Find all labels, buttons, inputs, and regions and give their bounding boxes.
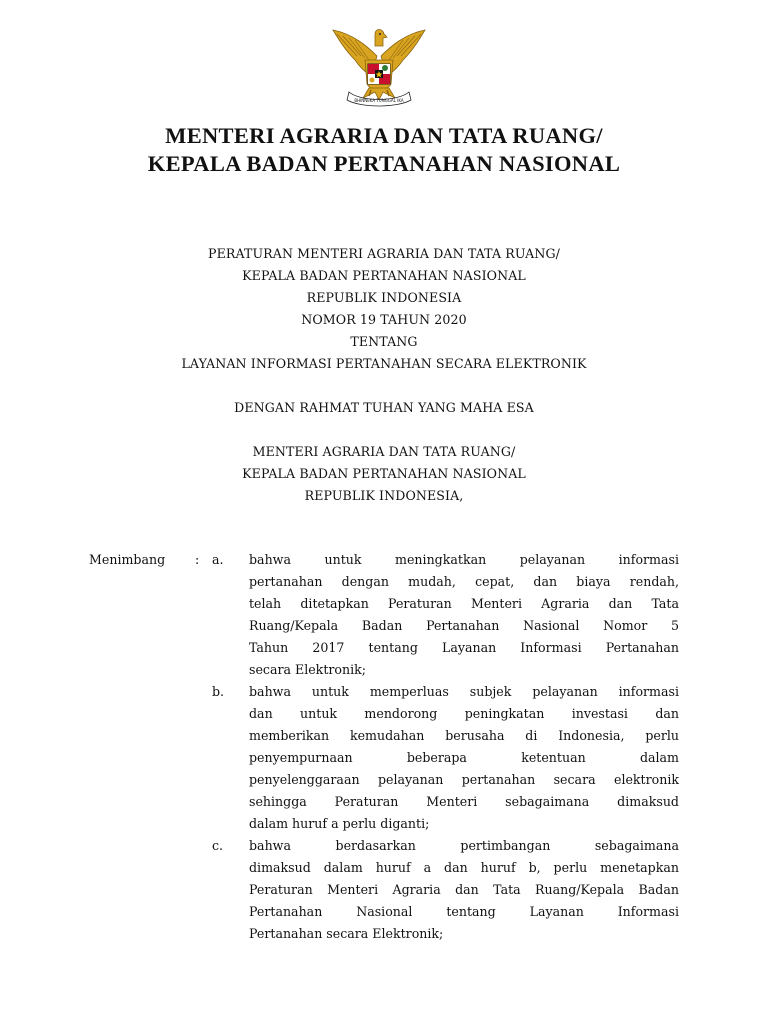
- authority-line2: KEPALA BADAN PERTANAHAN NASIONAL: [242, 466, 526, 481]
- considering-item-line: dan untuk mendorong peningkatan investasi dan: [249, 706, 679, 721]
- emblem-motto: BHINNEKA TUNGGAL IKA: [354, 98, 404, 103]
- considering-item-line: bahwa berdasarkan pertimbangan sebagaimana: [249, 838, 679, 853]
- considering-item-line: penyelenggaraan pelayanan pertanahan secara elektronik: [249, 772, 679, 787]
- considering-item-line: Pertanahan secara Elektronik;: [249, 926, 444, 941]
- considering-item-letter: c.: [212, 838, 224, 853]
- regulation-line1: PERATURAN MENTERI AGRARIA DAN TATA RUANG/: [208, 246, 560, 261]
- considering-item-text: [249, 549, 679, 681]
- considering-item-line: Peraturan Menteri Agraria dan Tata Ruang/Kepala Badan: [249, 882, 679, 897]
- considering-item-line: secara Elektronik;: [249, 662, 366, 677]
- blessing-text: DENGAN RAHMAT TUHAN YANG MAHA ESA: [234, 400, 534, 415]
- page-title-line1: MENTERI AGRARIA DAN TATA RUANG/: [165, 123, 603, 148]
- considering-item-line: bahwa untuk meningkatkan pelayanan informasi: [249, 552, 679, 567]
- considering-item-line: bahwa untuk memperluas subjek pelayanan informasi: [249, 684, 679, 699]
- garuda-emblem-icon: [331, 26, 427, 110]
- considering-item-text: [249, 835, 679, 945]
- considering-item-line: memberikan kemudahan berusaha di Indonesia, perlu: [249, 728, 679, 743]
- considering-item-line: Pertanahan Nasional tentang Layanan Informasi: [249, 904, 679, 919]
- considering-item-line: pertanahan dengan mudah, cepat, dan biaya rendah,: [249, 574, 679, 589]
- considering-item-line: Ruang/Kepala Badan Pertanahan Nasional Nomor 5: [249, 618, 679, 633]
- considering-item-letter: a.: [212, 552, 224, 567]
- regulation-line2: KEPALA BADAN PERTANAHAN NASIONAL: [242, 268, 526, 283]
- considering-item-line: dalam huruf a perlu diganti;: [249, 816, 430, 831]
- considering-label: Menimbang: [89, 552, 166, 567]
- considering-item-line: Tahun 2017 tentang Layanan Informasi Pertanahan: [249, 640, 679, 655]
- considering-colon: :: [195, 552, 200, 567]
- regulation-subject: LAYANAN INFORMASI PERTANAHAN SECARA ELEKTRONIK: [181, 356, 587, 371]
- authority-line1: MENTERI AGRARIA DAN TATA RUANG/: [252, 444, 516, 459]
- considering-item-letter: b.: [212, 684, 225, 699]
- considering-item-text: [249, 681, 679, 835]
- considering-item-line: sehingga Peraturan Menteri sebagaimana dimaksud: [249, 794, 679, 809]
- authority-line3: REPUBLIK INDONESIA,: [304, 488, 464, 503]
- considering-item-line: dimaksud dalam huruf a dan huruf b, perlu menetapkan: [249, 860, 679, 875]
- regulation-line3: REPUBLIK INDONESIA: [306, 290, 462, 305]
- considering-item-line: telah ditetapkan Peraturan Menteri Agraria dan Tata: [249, 596, 679, 611]
- page-title-line2: KEPALA BADAN PERTANAHAN NASIONAL: [147, 151, 621, 176]
- regulation-number: NOMOR 19 TAHUN 2020: [301, 312, 467, 327]
- considering-item-line: penyempurnaan beberapa ketentuan dalam: [249, 750, 679, 765]
- regulation-about: TENTANG: [350, 334, 418, 349]
